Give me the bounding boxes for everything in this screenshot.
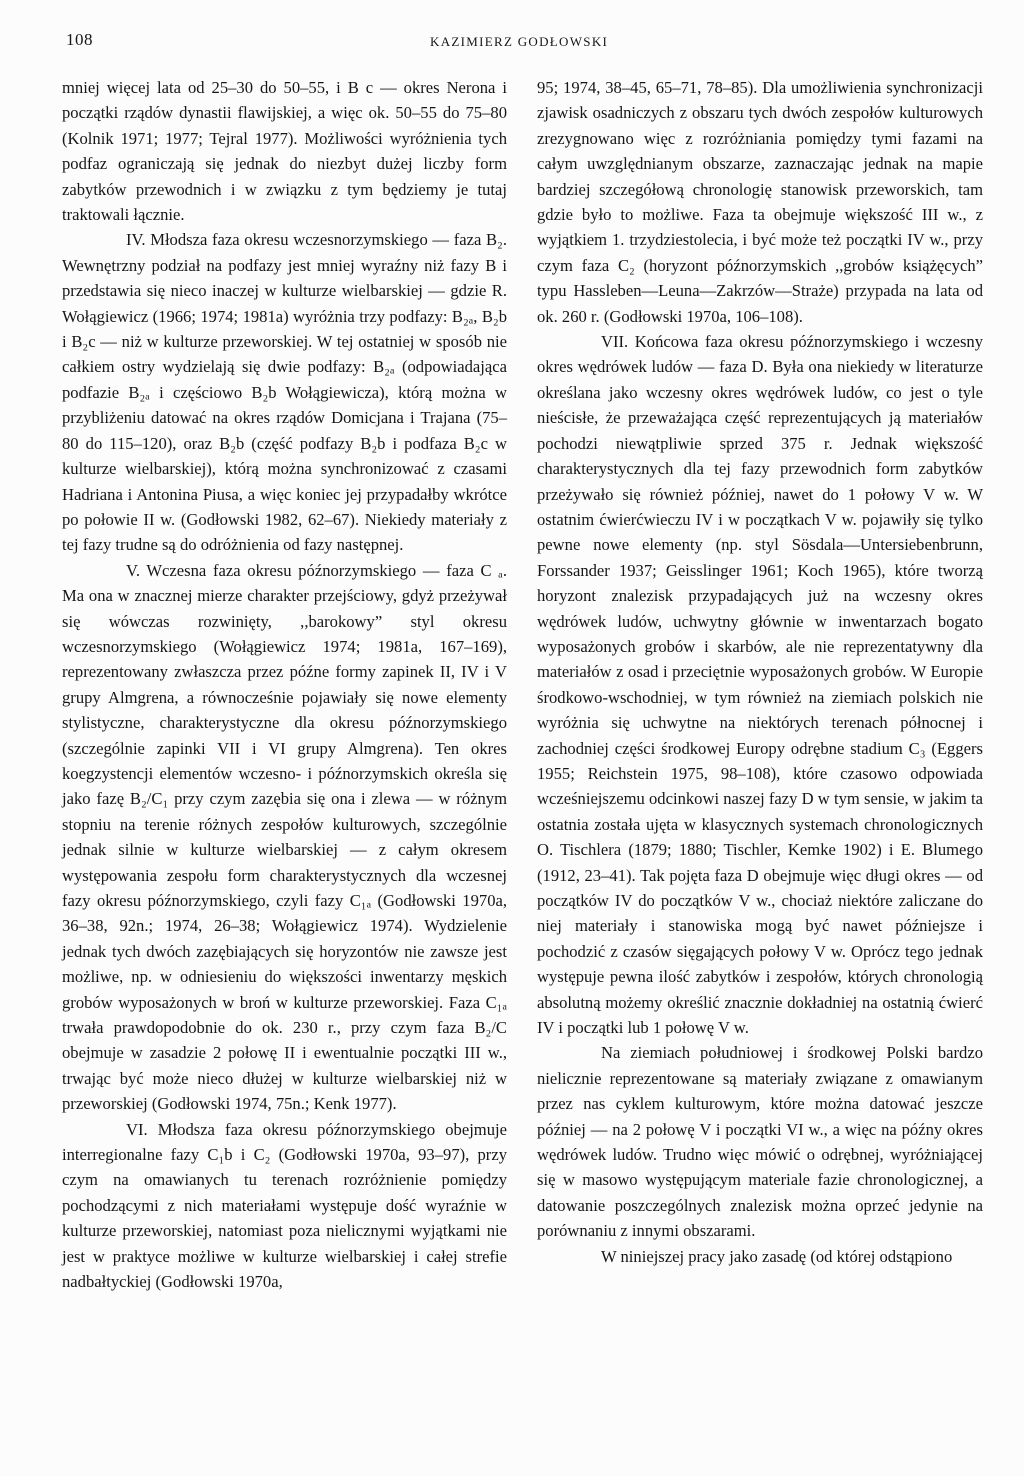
paragraph: V. Wczesna faza okresu późnorzymskiego — faza C ₐ. Ma ona w znacznej mierze charakter przejściowy, gdyż przeżywał się wówczas rozwinięty, ,,barokowy” styl okresu wczesnorzymskiego (Wołągiewicz 1974; 1981a, 167–169), reprezentowany zwłaszcza przez późne formy zapinek II, IV i V grupy Almgrena, a równocześnie pojawiały się nowe elementy stylistyczne, charakterystyczne dla okresu późnorzymskiego (szczególnie zapinki VII i VI grupy Almgrena). Ten okres koegzystencji elementów wczesno- i późnorzymskich określa się jako fazę B₂/C₁ przy czym zazębia się ona i zlewa — w różnym stopniu na terenie różnych zespołów kulturowych, szczególnie jednak silnie w kulturze wielbarskiej — z całym okresem występowania zespołu form charakterystycznych dla wczesnej fazy okresu późnorzymskiego, czyli fazy C₁ₐ (Godłowski 1970a, 36–38, 92n.; 1974, 26–38; Wołągiewicz 1974). Wydzielenie jednak tych dwóch zazębiających się horyzontów nie zawsze jest możliwe, np. w odniesieniu do większości inwentarzy męskich grobów wyposażonych w broń w kulturze przeworskiej. Faza C₁ₐ trwała prawdopodobnie do ok. 230 r., przy czym faza B₂/C obejmuje w zasadzie 2 połowę II i ewentualnie początki III w., trwając być może nieco dłużej w kulturze wielbarskiej niż w przeworskiej (Godłowski 1974, 75n.; Kenk 1977). [62,560,507,1114]
paragraph: mniej więcej lata od 25–30 do 50–55, i B c — okres Nerona i początki rządów dynastii flawijskiej, a więc ok. 50–55 do 75–80 (Kolnik 1971; 1977; Tejral 1977). Możliwości wyróżnienia tych podfaz ograniczają się jednak do niezbyt dużej liczby form zabytków przewodnich i w związku z tym będziemy je tutaj traktowali łącznie. [62,78,507,225]
paragraph: 95; 1974, 38–45, 65–71, 78–85). Dla umożliwienia synchronizacji zjawisk osadniczych z obszaru tych dwóch zespołów kulturowych zrezygnowano więc z rozróżniania pomiędzy tymi fazami na całym uwzględnianym obszarze, zaznaczając jednak na mapie bardziej szczegółową chronologię stanowisk przeworskich, tam gdzie było to możliwe. Faza ta obejmuje większość III w., z wyjątkiem 1. trzydziestolecia, i być może też początki IV w., przy czym faza C₂ (horyzont późnorzymskich ,,grobów książęcych” typu Hassleben—Leuna—Zakrzów—Straże) przypada na lata od ok. 260 r. (Godłowski 1970a, 106–108). [537,78,983,326]
paragraph: VI. Młodsza faza okresu późnorzymskiego obejmuje interregionalne fazy C₁b i C₂ (Godłowski 1970a, 93–97), przy czym na omawianych tu terenach rozróżnienie pomiędzy pochodzącymi z nich materiałami występuje dość wyraźnie w kulturze przeworskiej, natomiast poza nielicznymi wyjątkami nie jest w praktyce możliwe w kulturze wielbarskiej i całej strefie nadbałtyckiej (Godłowski 1970a, [62,1119,507,1292]
page-number: 108 [66,30,93,49]
paragraph: Na ziemiach południowej i środkowej Polski bardzo nielicznie reprezentowane są materiały związane z omawianym przez nas cyklem kulturowym, które można datować jeszcze później — na 2 połowę V i początki VI w., a więc na późny okres wędrówek ludów. Trudno więc mówić o odrębnej, wyróżniającej się w masowo występującym materiale fazie chronologicznej, a datowanie poszczególnych znalezisk można oprzeć jedynie na porównaniu z innymi obszarami. [537,1043,983,1241]
paragraph: VII. Końcowa faza okresu późnorzymskiego i wczesny okres wędrówek ludów — faza D. Była ona niekiedy w literaturze określana jako wczesny okres wędrówek ludów, co jest o tyle nieścisłe, że przeważająca część reprezentujących ją materiałów pochodzi niewątpliwie sprzed 375 r. Jednak większość charakterystycznych dla tej fazy przewodnich form zabytków przeżywało się również później, nawet do 1 połowy V w. W ostatnim ćwierćwieczu IV i w początkach V w. pojawiły się tylko pewne nowe elementy (np. styl Sösdala—Untersiebenbrunn, Forssander 1937; Geisslinger 1961; Koch 1965), które tworzą horyzont znalezisk przypadających już na wczesny okres wędrówek ludów, uchwytny głównie w inwentarzach bogato wyposażonych grobów i skarbów, ale nie reprezentatywny dla materiałów z osad i przeciętnie wyposażonych grobów. W Europie środkowo-wschodniej, w tym również na ziemiach polskich nie wyróżnia się uchwytne na niektórych terenach północnej i zachodniej części środkowej Europy odrębne stadium C₃ (Eggers 1955; Reichstein 1975, 98–108), które czasowo odpowiada wcześniejszemu odcinkowi naszej fazy D w tym sensie, w jakim ta ostatnia została ujęta w klasycznych systemach chronologicznych O. Tischlera (1879; 1880; Tischler, Kemke 1902) i E. Blumego (1912, 23–41). Tak pojęta faza D obejmuje więc długi okres — od początków IV do początków V w., chociaż niektóre zaliczane do niej materiały i stanowiska mogą być nawet późniejsze i pochodzić z czasów sięgających połowy V w. Oprócz tego jednak występuje pewna ilość zabytków i zespołów, których chronologią absolutną możemy określić znacznie dokładniej na ostatnią ćwierć IV i początki lub 1 połowę V w. [537,332,983,1038]
paragraph: W niniejszej pracy jako zasadę (od której odstąpiono [601,1246,953,1266]
running-head: KAZIMIERZ GODŁOWSKI [430,34,609,49]
left-column [62,75,507,1295]
paragraph: IV. Młodsza faza okresu wczesnorzymskiego — faza B₂. Wewnętrzny podział na podfazy jest mniej wyraźny niż fazy B i przedstawia się nieco inaczej w kulturze wielbarskiej — gdzie R. Wołągiewicz (1966; 1974; 1981a) wyróżnia trzy podfazy: B₂ₐ, B₂b i B₂c — niż w kulturze przeworskiej. W tej ostatniej w sposób nie całkiem ostry wydzielają się dwie podfazy: B₂ₐ (odpowiadająca podfazie B₂ₐ i częściowo B₂b Wołągiewicza), którą można w przybliżeniu datować na okres rządów Domicjana i Trajana (75–80 do 115–120), oraz B₂b (część podfazy B₂b i podfaza B₂c w kulturze wielbarskiej), którą można synchronizować z czasami Hadriana i Antonina Piusa, a więc koniec jej przypadałby wkrótce po połowie II w. (Godłowski 1982, 62–67). Niekiedy materiały z tej fazy trudne są do odróżnienia od fazy następnej. [62,230,507,555]
right-column [537,75,983,1269]
